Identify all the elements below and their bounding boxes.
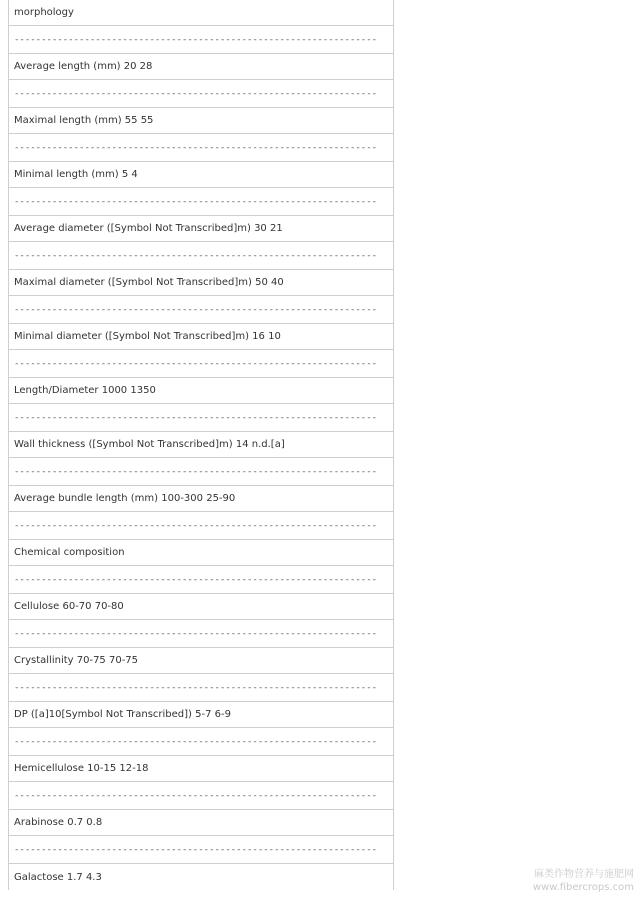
table-row-average-bundle-length — [9, 486, 393, 512]
watermark-line-2: www.fibercrops.com — [532, 882, 634, 893]
separator-text: ------------------------------------------------------------------- — [14, 412, 378, 423]
site-watermark — [533, 868, 634, 894]
separator-text: ------------------------------------------------------------------- — [14, 736, 378, 747]
table-row-maximal-diameter — [9, 270, 393, 296]
separator-row — [9, 458, 393, 486]
row-text: Average bundle length (mm) 100-300 25-90 — [14, 493, 236, 504]
table-row-morphology — [9, 0, 393, 26]
row-text: Minimal diameter ([Symbol Not Transcribed]m) 16 10 — [14, 331, 281, 342]
table-row-arabinose — [9, 810, 393, 836]
separator-row — [9, 188, 393, 216]
separator-row — [9, 728, 393, 756]
row-text: Wall thickness ([Symbol Not Transcribed]m) 14 n.d.[a] — [14, 439, 285, 450]
separator-row — [9, 836, 393, 864]
separator-row — [9, 296, 393, 324]
separator-row — [9, 512, 393, 540]
table-row-hemicellulose — [9, 756, 393, 782]
separator-text: ------------------------------------------------------------------- — [14, 358, 378, 369]
separator-row — [9, 242, 393, 270]
separator-row — [9, 80, 393, 108]
table-row-minimal-length — [9, 162, 393, 188]
row-text: Average diameter ([Symbol Not Transcribed]m) 30 21 — [14, 223, 283, 234]
table-row-maximal-length — [9, 108, 393, 134]
separator-text: ------------------------------------------------------------------- — [14, 466, 378, 477]
separator-row — [9, 134, 393, 162]
row-text: Maximal diameter ([Symbol Not Transcribed]m) 50 40 — [14, 277, 284, 288]
fiber-properties-table — [8, 0, 394, 890]
table-row-cellulose — [9, 594, 393, 620]
separator-text: ------------------------------------------------------------------- — [14, 628, 378, 639]
separator-row — [9, 26, 393, 54]
row-text: Crystallinity 70-75 70-75 — [14, 655, 139, 666]
separator-row — [9, 620, 393, 648]
row-text: Hemicellulose 10-15 12-18 — [14, 763, 149, 774]
separator-text: ------------------------------------------------------------------- — [14, 250, 378, 261]
separator-text: ------------------------------------------------------------------- — [14, 790, 378, 801]
row-text: Chemical composition — [14, 547, 125, 558]
separator-text: ------------------------------------------------------------------- — [14, 574, 378, 585]
separator-row — [9, 566, 393, 594]
separator-row — [9, 782, 393, 810]
table-row-minimal-diameter — [9, 324, 393, 350]
row-text: Maximal length (mm) 55 55 — [14, 115, 154, 126]
table-row-average-length — [9, 54, 393, 80]
row-text: Cellulose 60-70 70-80 — [14, 601, 124, 612]
separator-text: ------------------------------------------------------------------- — [14, 682, 378, 693]
separator-text: ------------------------------------------------------------------- — [14, 520, 378, 531]
table-row-galactose — [9, 864, 393, 890]
separator-row — [9, 350, 393, 378]
table-row-wall-thickness — [9, 432, 393, 458]
separator-row — [9, 404, 393, 432]
table-row-crystallinity — [9, 648, 393, 674]
separator-text: ------------------------------------------------------------------- — [14, 304, 378, 315]
table-row-average-diameter — [9, 216, 393, 242]
table-row-length-diameter — [9, 378, 393, 404]
separator-text: ------------------------------------------------------------------- — [14, 34, 378, 45]
row-text: morphology — [14, 7, 74, 18]
row-text: Minimal length (mm) 5 4 — [14, 169, 138, 180]
table-row-chemical-composition — [9, 540, 393, 566]
separator-text: ------------------------------------------------------------------- — [14, 142, 378, 153]
row-text: Galactose 1.7 4.3 — [14, 871, 102, 883]
row-text: DP ([a]10[Symbol Not Transcribed]) 5-7 6-9 — [14, 709, 231, 720]
table-row-dp — [9, 702, 393, 728]
separator-row — [9, 674, 393, 702]
row-text: Length/Diameter 1000 1350 — [14, 385, 156, 396]
separator-text: ------------------------------------------------------------------- — [14, 844, 378, 855]
row-text: Average length (mm) 20 28 — [14, 61, 153, 72]
separator-text: ------------------------------------------------------------------- — [14, 88, 378, 99]
watermark-line-1: 麻类作物营养与施肥网 — [534, 869, 634, 880]
row-text: Arabinose 0.7 0.8 — [14, 817, 103, 828]
separator-text: ------------------------------------------------------------------- — [14, 196, 378, 207]
